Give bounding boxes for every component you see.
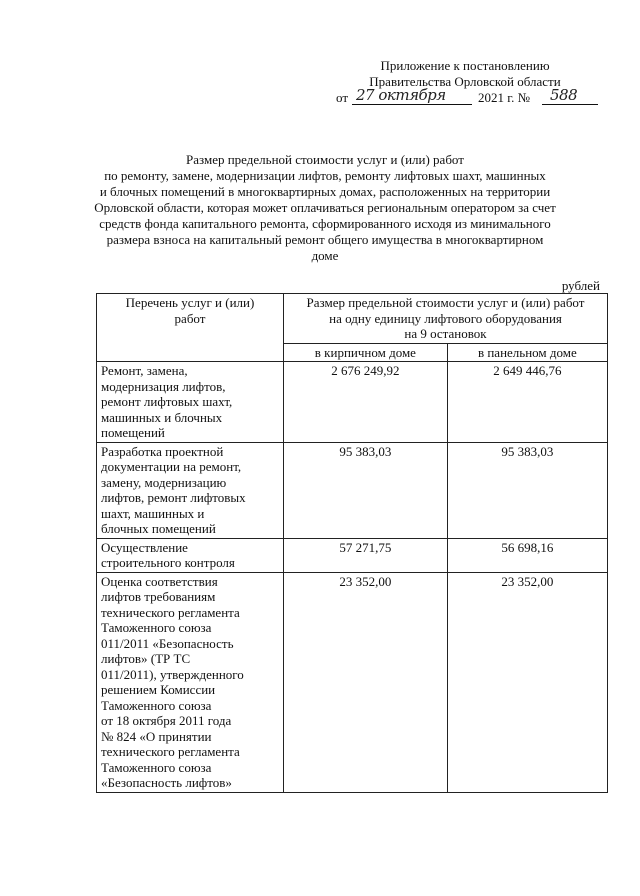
- brick-cost-cell: 23 352,00: [284, 572, 448, 792]
- brick-cost-cell: 95 383,03: [284, 442, 448, 538]
- title-line: Размер предельной стоимости услуг и (или) работ: [186, 152, 464, 167]
- service-name-cell: Ремонт, замена, модернизация лифтов, ремонт лифтовых шахт, машинных и блочных помещений: [97, 362, 284, 443]
- appendix-line-1: Приложение к постановлению: [380, 58, 550, 73]
- appendix-line-2: Правительства Орловской области: [369, 74, 561, 89]
- panel-cost-cell: 2 649 446,76: [447, 362, 607, 443]
- title-line: доме: [311, 248, 339, 263]
- brick-house-header: в кирпичном доме: [284, 343, 448, 362]
- table-row: [97, 362, 608, 443]
- panel-cost-cell: 56 698,16: [447, 538, 607, 572]
- cost-table: [96, 293, 608, 793]
- service-name-cell: Разработка проектной документации на ремонт, замену, модернизацию лифтов, ремонт лифтовых шахт, машинных и блочных помещений: [97, 442, 284, 538]
- table-header-row: [97, 294, 608, 344]
- title-line: размера взноса на капитальный ремонт общего имущества в многоквартирном: [106, 232, 544, 247]
- decree-date-line: [330, 86, 600, 110]
- table-row: [97, 572, 608, 792]
- table-row: [97, 538, 608, 572]
- panel-house-header: в панельном доме: [447, 343, 607, 362]
- year-and-number-label: 2021 г. №: [478, 90, 531, 105]
- panel-cost-cell: 23 352,00: [447, 572, 607, 792]
- service-name-cell: Оценка соответствия лифтов требованиям технического регламента Таможенного союза 011/2011 «Безопасность лифтов» (ТР ТС 011/2011), утвержденного решением Комиссии Таможенного союза от 18 октября 2011 года № 824 «О принятии технического регламента Таможенного союза «Безопасность лифтов»: [97, 572, 284, 792]
- brick-cost-cell: 57 271,75: [284, 538, 448, 572]
- title-line: и блочных помещений в многоквартирных домах, расположенных на территории: [99, 184, 551, 199]
- title-line: по ремонту, замене, модернизации лифтов, ремонту лифтовых шахт, машинных: [104, 168, 546, 183]
- service-name-cell: Осуществление строительного контроля: [97, 538, 284, 572]
- title-line: Орловской области, которая может оплачиваться региональным оператором за счет: [94, 200, 556, 215]
- handwritten-date: 27 октября: [356, 86, 446, 104]
- brick-cost-cell: 2 676 249,92: [284, 362, 448, 443]
- services-column-header: Перечень услуг и (или) работ: [97, 294, 284, 362]
- currency-unit: рублей: [561, 278, 600, 293]
- table-row: [97, 442, 608, 538]
- handwritten-number: 588: [550, 86, 578, 104]
- cost-group-header: Размер предельной стоимости услуг и (или) работ на одну единицу лифтового оборудования на 9 остановок: [284, 294, 608, 344]
- title-line: средств фонда капитального ремонта, сформированного исходя из минимального: [99, 216, 551, 231]
- date-prefix: от: [336, 90, 349, 105]
- document-title: [90, 152, 560, 264]
- panel-cost-cell: 95 383,03: [447, 442, 607, 538]
